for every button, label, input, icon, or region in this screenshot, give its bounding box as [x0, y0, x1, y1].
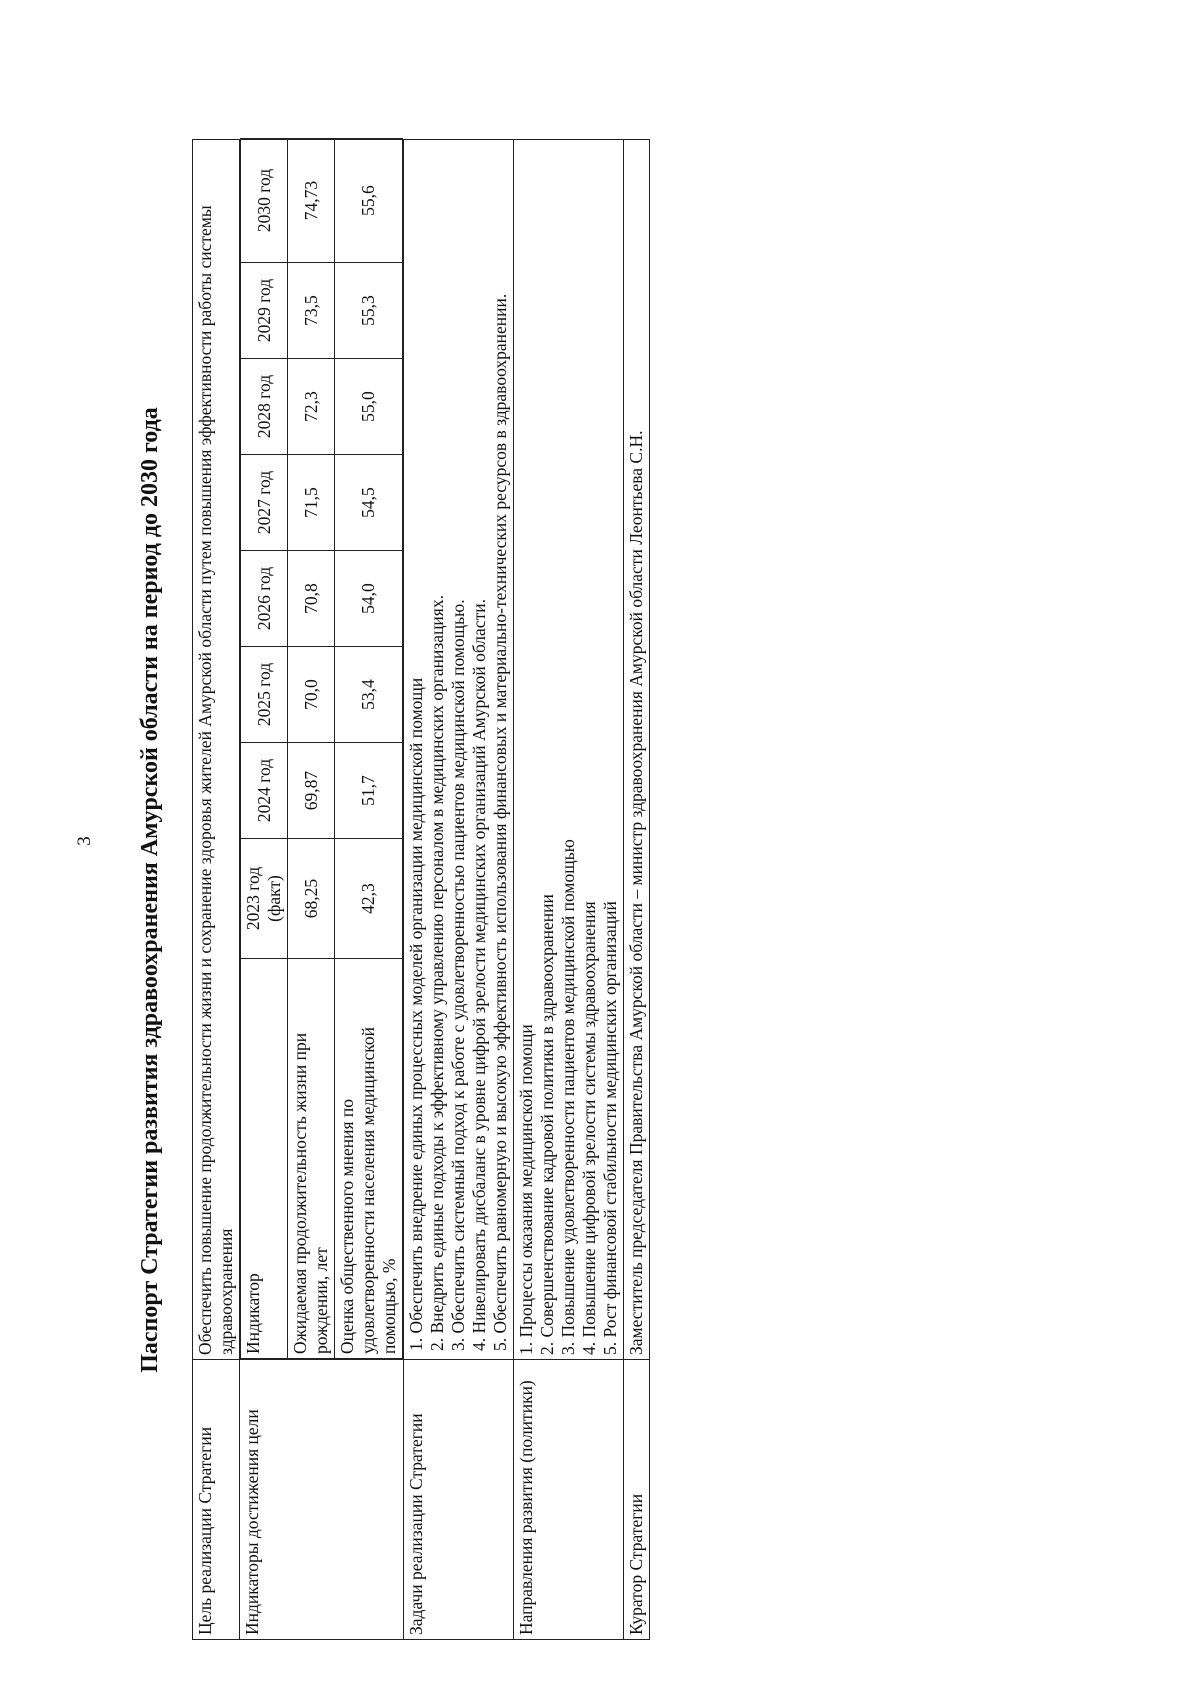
task-item: 2. Внедрить единые подходы к эффективному управлению персоналом в медицинских организациях.	[427, 595, 447, 1351]
year-header: 2029 год	[241, 263, 288, 359]
direction-item: 3. Повышение удовлетворенности пациентов медицинской помощью	[558, 839, 578, 1355]
indicators-table-cell	[240, 140, 404, 1360]
task-item: 1. Обеспечить внедрение единых процессных моделей организации медицинской помощи	[406, 677, 426, 1351]
year-header: 2026 год	[241, 551, 288, 647]
year-header: 2025 год	[241, 647, 288, 743]
indicator-name: Ожидаемая продолжительность жизни при рождении, лет	[288, 959, 335, 1359]
tasks-list-cell	[404, 140, 514, 1360]
indicator-value: 53,4	[335, 647, 403, 743]
curator-row	[624, 140, 650, 1640]
indicator-value: 74,73	[288, 139, 335, 263]
tasks-label: Задачи реализации Стратегии	[404, 1360, 514, 1640]
rotated-page	[120, 140, 1080, 1640]
task-item: 3. Обеспечить системный подход к работе с удовлетворенностью пациентов медицинской помощью.	[448, 599, 468, 1351]
indicator-value: 42,3	[335, 839, 403, 959]
document-title: Паспорт Стратегии развития здравоохранения Амурской области на период до 2030 года	[137, 407, 163, 1373]
goal-label: Цель реализации Стратегии	[193, 1360, 240, 1640]
page-number: 3	[73, 836, 95, 846]
year-header: 2027 год	[241, 455, 288, 551]
indicator-value: 72,3	[288, 359, 335, 455]
goal-row	[193, 140, 240, 1640]
indicator-value: 51,7	[335, 743, 403, 839]
curator-text: Заместитель председателя Правительства Амурской области – министр здравоохранения Амурской области Леонтьева С.Н.	[624, 140, 650, 1360]
indicators-row	[240, 140, 404, 1640]
indicator-value: 68,25	[288, 839, 335, 959]
indicator-value: 55,3	[335, 263, 403, 359]
direction-item: 2. Совершенствование кадровой политики в здравоохранении	[537, 894, 557, 1355]
direction-item: 5. Рост финансовой стабильности медицинских организаций	[600, 901, 620, 1355]
indicator-value: 55,6	[335, 139, 403, 263]
indicator-value: 54,0	[335, 551, 403, 647]
indicator-value: 73,5	[288, 263, 335, 359]
indicator-value: 55,0	[335, 359, 403, 455]
directions-list	[516, 144, 621, 1355]
year-header: 2024 год	[241, 743, 288, 839]
directions-label: Направления развития (политики)	[514, 1360, 624, 1640]
directions-list-cell	[514, 140, 624, 1360]
task-item: 5. Обеспечить равномерную и высокую эффективность использования финансовых и материально-технических ресурсов в здравоохранении.	[490, 293, 510, 1351]
tasks-row	[404, 140, 514, 1640]
indicators-label: Индикаторы достижения цели	[240, 1360, 404, 1640]
year-header: 2030 год	[241, 139, 288, 263]
direction-item: 1. Процессы оказания медицинской помощи	[516, 1024, 536, 1355]
direction-item: 4. Повышение цифровой зрелости системы здравоохранения	[579, 901, 599, 1355]
indicator-value: 69,87	[288, 743, 335, 839]
indicator-row	[288, 139, 335, 1359]
indicator-row	[335, 139, 403, 1359]
indicators-table	[240, 138, 403, 1359]
year-header: 2023 год (факт)	[241, 839, 288, 959]
indicator-name: Оценка общественного мнения по удовлетворенности населения медицинской помощью, %	[335, 959, 403, 1359]
indicator-value: 70,8	[288, 551, 335, 647]
directions-row	[514, 140, 624, 1640]
indicator-header: Индикатор	[241, 959, 288, 1359]
year-header: 2028 год	[241, 359, 288, 455]
passport-table	[192, 139, 650, 1640]
indicators-header-row	[241, 139, 288, 1359]
indicator-value: 70,0	[288, 647, 335, 743]
indicator-value: 71,5	[288, 455, 335, 551]
tasks-list	[406, 144, 511, 1355]
task-item: 4. Нивелировать дисбаланс в уровне цифрой зрелости медицинских организаций Амурской области.	[469, 599, 489, 1351]
goal-text: Обеспечить повышение продолжительности жизни и сохранение здоровья жителей Амурской области путем повышения эффективности работы системы здравоохранения	[193, 140, 240, 1360]
curator-label: Куратор Стратегии	[624, 1360, 650, 1640]
indicator-value: 54,5	[335, 455, 403, 551]
